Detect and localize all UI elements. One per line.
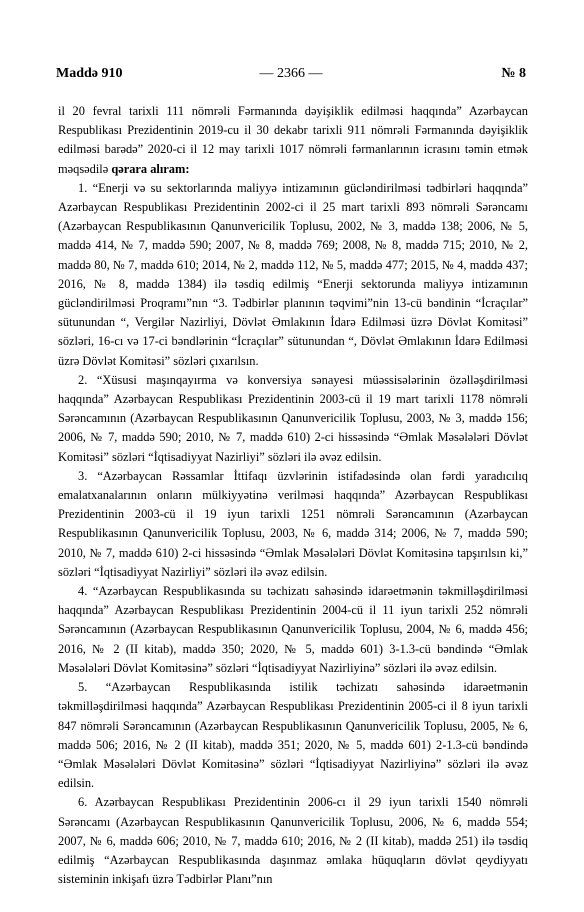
paragraph-1: 1. “Enerji və su sektorlarında maliyyə intizamının gücləndirilməsi tədbirləri haqqında” Azərbaycan Respublikası Prezidentinin 2002-ci il 25 mart tarixli 893 nömrəli Sərəncamı (Azərbaycan Respublikasının Qanunvericilik Toplusu, 2002, № 3, maddə 138; 2006, № 5, maddə 414, № 7, maddə 590; 2007, № 8, maddə 769; 2008, № 8, maddə 715; 2010, № 2, maddə 80, № 7, maddə 610; 2014, № 2, maddə 112, № 5, maddə 477; 2015, № 4, maddə 437; 2016, № 8, maddə 1384) ilə təsdiq edilmiş “Enerji sektorunda maliyyə intizamının gücləndirilməsi Proqramı”nın “3. Tədbirlər planının təqvimi”nin 13-cü bəndinin “İcraçılar” sütunundan “, Vergilər Nazirliyi, Dövlət Əmlakının İdarə Edilməsi üzrə Dövlət Komitəsi” sözləri, 16-cı və 17-ci bəndlərinin “İcraçılar” sütunundan “, Dövlət Əmlakının İdarə Edilməsi üzrə Dövlət Komitəsi” sözləri çıxarılsın.	[58, 180, 528, 368]
paragraph-3: 3. “Azərbaycan Rəssamlar İttifaqı üzvlərinin istifadəsində olan fərdi yaradıcılıq emalatxanalarının onların mülkiyyətinə verilməsi haqqında” Azərbaycan Respublikası Prezidentinin 2003-cü il 19 iyun tarixli 1251 nömrəli Sərəncamının (Azərbaycan Respublikasının Qanunvericilik Toplusu, 2003, № 6, maddə 314; 2006, № 7, maddə 590; 2010, № 7, maddə 610) 2-ci hissəsində “Əmlak Məsələləri Dövlət Komitəsinə tapşırılsın ki,” sözləri “İqtisadiyyat Nazirliyi” sözləri ilə əvəz edilsin.	[58, 468, 528, 579]
intro-text: il 20 fevral tarixli 111 nömrəli Fərmanında dəyişiklik edilməsi haqqında” Azərbaycan Respublikası Prezidentinin 2019-cu il 30 dekabr tarixli 911 nömrəli Fərmanında dəyişiklik edilməsi barədə” 2020-ci il 12 may tarixli 1017 nömrəli fərmanlarının icrasını təmin etmək məqsədilə	[58, 104, 528, 176]
paragraph-4: 4. “Azərbaycan Respublikasında su təchizatı sahəsində idarəetmənin təkmilləşdirilməsi haqqında” Azərbaycan Respublikası Prezidentinin 2004-cü il 11 iyun tarixli 252 nömrəli Sərəncamının (Azərbaycan Respublikasının Qanunvericilik Toplusu, 2004, № 6, maddə 456; 2016, № 2 (II kitab), maddə 350; 2020, № 5, maddə 601) 3-1.3-cü bəndində “Əmlak Məsələləri Dövlət Komitəsinə” sözləri “İqtisadiyyat Nazirliyinə” sözləri ilə əvəz edilsin.	[58, 584, 528, 675]
intro-decision: qərara alıram:	[111, 161, 190, 176]
article-number: Maddə 910	[56, 66, 123, 81]
paragraph-6: 6. Azərbaycan Respublikası Prezidentinin 2006-cı il 29 iyun tarixli 1540 nömrəli Sərəncamı (Azərbaycan Respublikasının Qanunvericilik Toplusu, 2006, № 6, maddə 554; 2007, № 6, maddə 606; 2010, № 7, maddə 610; 2016, № 2 (II kitab), maddə 251) ilə təsdiq edilmiş “Azərbaycan Respublikasında daşınmaz əmlaka hüquqların dövlət qeydiyyatı sisteminin inkişafı üzrə Tədbirlər Planı”nın	[58, 795, 528, 887]
intro-paragraph	[58, 102, 528, 179]
page-number: — 2366 —	[259, 66, 323, 81]
paragraph-5: 5. “Azərbaycan Respublikasında istilik təchizatı sahəsində idarəetmənin təkmilləşdirilməsi haqqında” Azərbaycan Respublikası Prezidentinin 2005-ci il 8 iyun tarixli 847 nömrəli Sərəncamının (Azərbaycan Respublikasının Qanunvericilik Toplusu, 2005, № 6, maddə 506; 2016, № 2 (II kitab), maddə 351; 2020, № 5, maddə 601) 2-1.3-cü bəndində “Əmlak Məsələləri Dövlət Komitəsinə” sözləri “İqtisadiyyat Nazirliyinə” sözləri ilə əvəz edilsin.	[58, 680, 528, 791]
paragraph-2: 2. “Xüsusi maşınqayırma və konversiya sənayesi müəssisələrinin özəlləşdirilməsi haqqında” Azərbaycan Respublikası Prezidentinin 2003-cü il 19 mart tarixli 1178 nömrəli Sərəncamının (Azərbaycan Respublikasının Qanunvericilik Toplusu, 2003, № 3, maddə 156; 2006, № 7, maddə 590; 2010, № 7, maddə 610) 2-ci hissəsində “Əmlak Məsələləri Dövlət Komitəsi” sözləri “İqtisadiyyat Nazirliyi” sözləri ilə əvəz edilsin.	[58, 372, 528, 464]
issue-number: № 8	[501, 66, 526, 81]
page-header	[56, 66, 526, 86]
document-body	[58, 102, 528, 889]
